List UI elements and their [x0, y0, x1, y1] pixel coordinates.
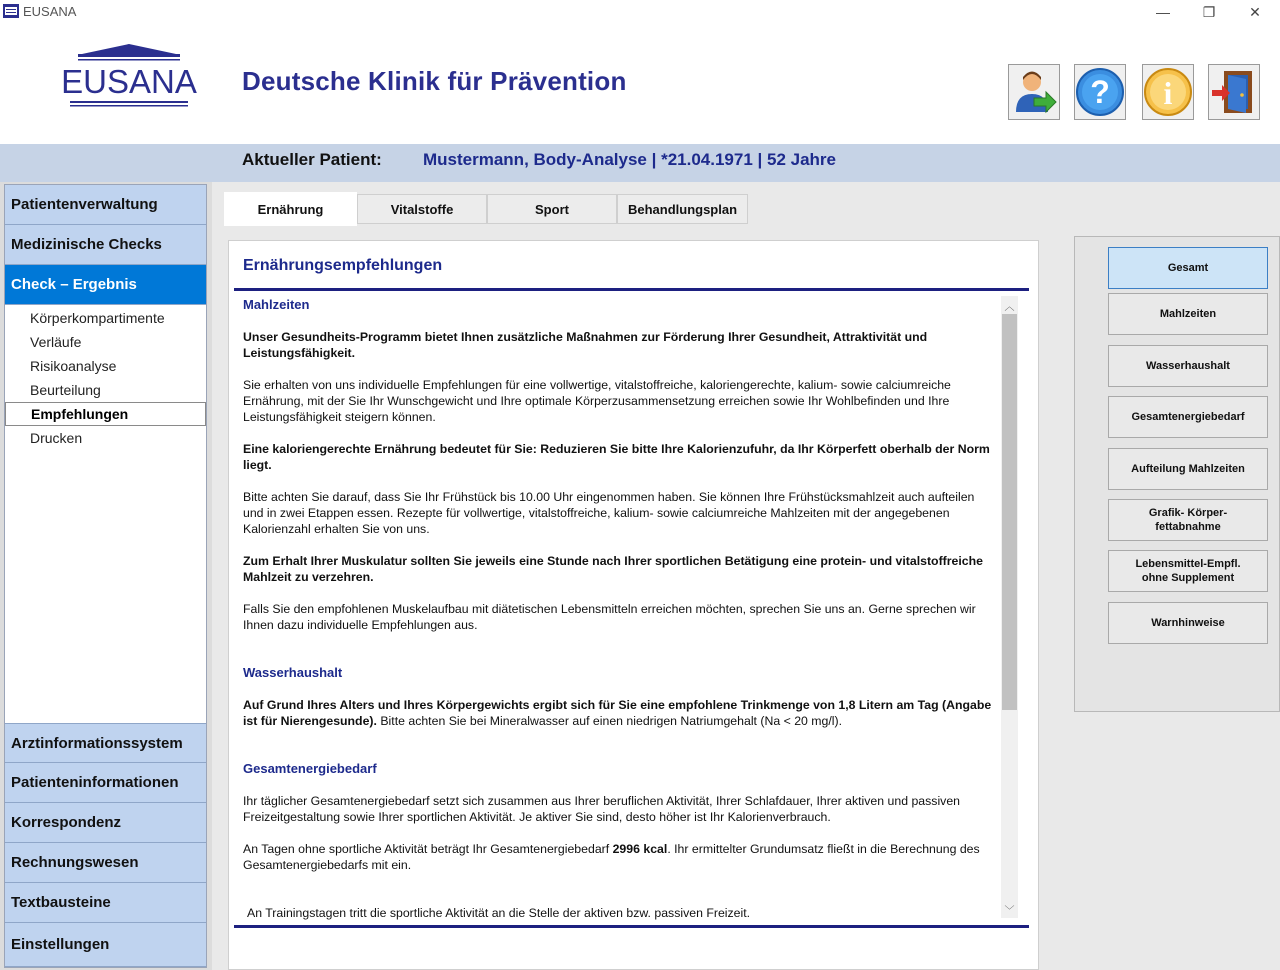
tab-sport[interactable]: Sport — [487, 194, 617, 224]
aufteilung-mahlzeiten-button[interactable]: Aufteilung Mahlzeiten — [1108, 448, 1268, 490]
help-button[interactable] — [1074, 64, 1126, 120]
tab-vitalstoffe[interactable]: Vitalstoffe — [357, 194, 487, 224]
paragraph-9-b: . Ihr ermittelter Grundumsatz fließt in die Berechnung des Gesamtenergiebedarfs mit ein. — [243, 842, 980, 872]
help-icon — [1075, 67, 1125, 117]
patient-label: Aktueller Patient: — [242, 150, 382, 169]
subnav-verlaeufe[interactable]: Verläufe — [30, 334, 82, 350]
grafik-koerperfettabnahme-button[interactable]: Grafik- Körper- fettabnahme — [1108, 499, 1268, 541]
paragraph-7-rest: Bitte achten Sie bei Mineralwasser auf einen niedrigen Natriumgehalt (Na < 20 mg/l). — [376, 714, 843, 728]
subnav-koerperkompartimente[interactable]: Körperkompartimente — [30, 310, 165, 326]
nav-rechnungswesen[interactable]: Rechnungswesen — [5, 843, 206, 883]
user-switch-icon — [1012, 68, 1056, 116]
nav-medizinische-checks[interactable]: Medizinische Checks — [5, 225, 206, 265]
subnav-beurteilung[interactable]: Beurteilung — [30, 382, 101, 398]
gesamtenergiebedarf-button[interactable]: Gesamtenergiebedarf — [1108, 396, 1268, 438]
minimize-button[interactable] — [1140, 0, 1186, 24]
nav-check-ergebnis[interactable]: Check – Ergebnis — [5, 265, 206, 305]
patient-value: Mustermann, Body-Analyse | *21.04.1971 | 52 Jahre — [423, 150, 836, 169]
tab-behandlungsplan[interactable]: Behandlungsplan — [617, 194, 748, 224]
paragraph-2: Sie erhalten von uns individuelle Empfehlungen für eine vollwertige, vitalstoffreiche, kaloriengerechte, kalium- sowie calciumreiche Ernährung, mit der Sie Ihr Wunschgewicht und Ihre optimale Körperzusammensetzung erreichen sowie Ihr Wohlbefinden und Ihre Leistungsfähigkeit steigern können. — [243, 378, 951, 424]
chevron-down-icon: ﹀ — [1004, 906, 1015, 917]
exit-door-icon — [1212, 67, 1256, 117]
logo-text: EUSANA — [61, 63, 197, 100]
chevron-up-icon: ︿ — [1004, 302, 1015, 313]
sidebar — [0, 182, 212, 970]
subnav-empfehlungen[interactable]: Empfehlungen — [5, 402, 206, 426]
lebensmittel-empfehlung-button[interactable]: Lebensmittel-Empfl. ohne Supplement — [1108, 550, 1268, 592]
paragraph-6: Falls Sie den empfohlenen Muskelaufbau mit diätetischen Lebensmitteln erreichen möchten, sprechen Sie uns an. Gerne sprechen wir Ihnen dazu individuelle Empfehlungen aus. — [243, 602, 976, 632]
paragraph-8: Ihr täglicher Gesamtenergiebedarf setzt sich zusammen aus Ihrer beruflichen Aktivität, Ihrer Schlafdauer, Ihrer aktiven und passiven Freizeitgestaltung sowie Ihrer sportlichen Aktivität. Je aktiver Sie sind, desto höher ist Ihr Kalorienverbrauch. — [243, 794, 960, 824]
scroll-up-button[interactable] — [1001, 297, 1018, 314]
svg-text:?: ? — [1090, 74, 1110, 110]
warnhinweise-button[interactable]: Warnhinweise — [1108, 602, 1268, 644]
exit-button[interactable] — [1208, 64, 1260, 120]
paragraph-9 — [243, 841, 995, 873]
eusana-logo — [61, 42, 197, 110]
heading-gesamtenergiebedarf: Gesamtenergiebedarf — [243, 761, 377, 776]
bottom-divider — [234, 925, 1029, 928]
page-title: Ernährungsempfehlungen — [243, 257, 443, 274]
nav-patientenverwaltung[interactable]: Patientenverwaltung — [5, 185, 206, 225]
info-icon — [1143, 67, 1193, 117]
paragraph-1: Unser Gesundheits-Programm bietet Ihnen zusätzliche Maßnahmen zur Förderung Ihrer Gesundheit, Attraktivität und Leistungsfähigkeit. — [243, 330, 928, 360]
gesamt-button[interactable]: Gesamt — [1108, 247, 1268, 289]
wasserhaushalt-button[interactable]: Wasserhaushalt — [1108, 345, 1268, 387]
scrollbar-thumb[interactable] — [1002, 314, 1017, 710]
scroll-down-button[interactable] — [1001, 901, 1018, 918]
paragraph-7-bold: Auf Grund Ihres Alters und Ihres Körpergewichts ergibt sich für Sie eine empfohlene Trinkmenge von 1,8 Litern am Tag (Angabe ist für Nierengesunde). — [243, 698, 992, 728]
paragraph-7 — [243, 697, 995, 729]
nav-textbausteine[interactable]: Textbausteine — [5, 883, 206, 923]
tab-ernaehrung[interactable]: Ernährung — [224, 192, 357, 226]
svg-text:i: i — [1163, 75, 1173, 111]
minimize-icon: — — [1156, 4, 1170, 20]
restore-icon: ❐ — [1202, 3, 1216, 20]
switch-user-button[interactable] — [1008, 64, 1060, 120]
clinic-title: Deutsche Klinik für Prävention — [242, 66, 627, 96]
restore-button[interactable] — [1186, 0, 1232, 24]
nav-patienteninformationen[interactable]: Patienteninformationen — [5, 763, 206, 803]
heading-wasserhaushalt: Wasserhaushalt — [243, 665, 343, 680]
paragraph-10: An Trainingstagen tritt die sportliche Aktivität an die Stelle der aktiven bzw. passiven Freizeit. — [247, 906, 751, 920]
paragraph-5: Zum Erhalt Ihrer Muskulatur sollten Sie jeweils eine Stunde nach Ihrer sportlichen Betätigung eine protein- und vitalstoffreiche Mahlzeit zu verzehren. — [243, 554, 983, 584]
nav-korrespondenz[interactable]: Korrespondenz — [5, 803, 206, 843]
subnav-drucken[interactable]: Drucken — [30, 430, 83, 446]
heading-mahlzeiten: Mahlzeiten — [243, 297, 310, 312]
info-button[interactable] — [1142, 64, 1194, 120]
window-titlebar — [0, 0, 1280, 24]
paragraph-3: Eine kaloriengerechte Ernährung bedeutet für Sie: Reduzieren Sie bitte Ihre Kalorienzufuhr, da Ihr Körperfett oberhalb der Norm liegt. — [243, 442, 990, 472]
window-title: EUSANA — [23, 4, 77, 19]
subnav-risikoanalyse[interactable]: Risikoanalyse — [30, 358, 117, 374]
close-window-button[interactable] — [1232, 0, 1278, 24]
mahlzeiten-button[interactable]: Mahlzeiten — [1108, 293, 1268, 335]
sidebar-nav — [4, 184, 207, 968]
app-logo-icon — [3, 4, 19, 18]
title-divider — [234, 288, 1029, 291]
nav-arztinformationssystem[interactable]: Arztinformationssystem — [5, 723, 206, 763]
energy-kcal-value: 2996 kcal — [612, 842, 668, 856]
paragraph-4: Bitte achten Sie darauf, dass Sie Ihr Frühstück bis 10.00 Uhr eingenommen haben. Sie können Ihre Frühstücksmahlzeit auch aufteilen und in zwei Etappen essen. Rezepte für vollwertige, vitalstoffreiche, kalium- sowie calciumreiche Mahlzeiten mit der angegebenen Kalorienzahl erhalten Sie von uns. — [243, 490, 975, 536]
paragraph-9-a: An Tagen ohne sportliche Aktivität beträgt Ihr Gesamtenergiebedarf — [243, 842, 613, 856]
close-icon: ✕ — [1249, 3, 1261, 20]
nav-einstellungen[interactable]: Einstellungen — [5, 923, 206, 967]
